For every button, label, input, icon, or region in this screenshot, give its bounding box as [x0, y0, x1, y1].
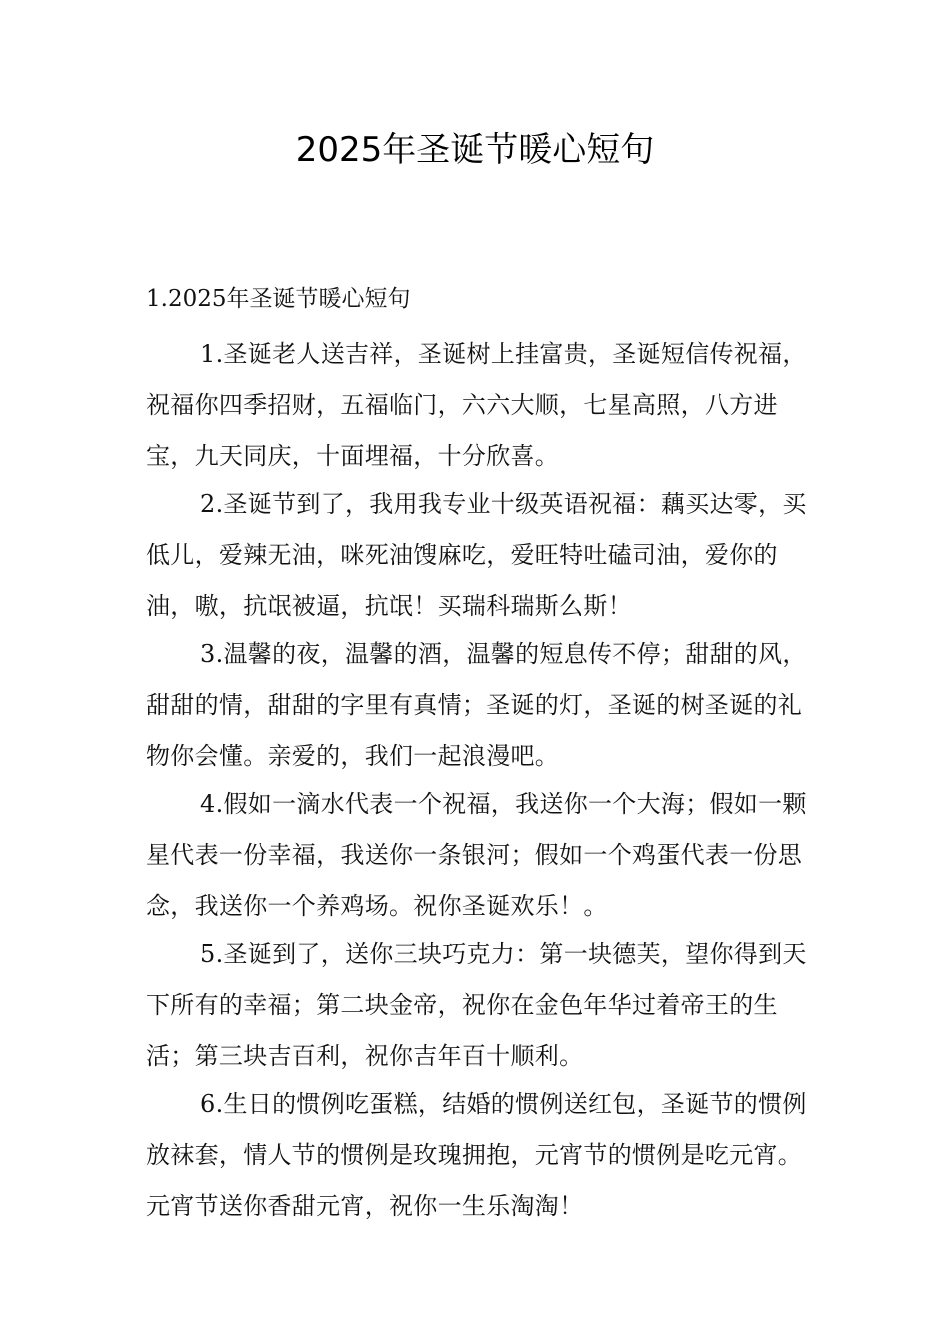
greeting-item-2: 2.圣诞节到了，我用我专业十级英语祝福：藕买达零，买低儿，爱辣无油，咪死油馊麻吃，爱旺特吐磕司油，爱你的油，嗷，抗氓被逼，抗氓！买瑞科瑞斯么斯！ [146, 490, 807, 620]
greeting-item-3: 3.温馨的夜，温馨的酒，温馨的短息传不停；甜甜的风，甜甜的情，甜甜的字里有真情；圣诞的灯，圣诞的树圣诞的礼物你会懂。亲爱的，我们一起浪漫吧。 [146, 640, 807, 770]
greeting-item-6: 6.生日的惯例吃蛋糕，结婚的惯例送红包，圣诞节的惯例放袜套，情人节的惯例是玫瑰拥抱，元宵节的惯例是吃元宵。元宵节送你香甜元宵，祝你一生乐淘淘！ [146, 1090, 807, 1220]
document-body [146, 279, 826, 1229]
greeting-item-4: 4.假如一滴水代表一个祝福，我送你一个大海；假如一颗星代表一份幸福，我送你一条银河；假如一个鸡蛋代表一份思念，我送你一个养鸡场。祝你圣诞欢乐！。 [146, 790, 807, 920]
greeting-item-5: 5.圣诞到了，送你三块巧克力：第一块德芙，望你得到天下所有的幸福；第二块金帝，祝你在金色年华过着帝王的生活；第三块吉百利，祝你吉年百十顺利。 [146, 940, 807, 1070]
section-heading: 1.2025年圣诞节暖心短句 [146, 286, 411, 312]
greeting-item-1: 1.圣诞老人送吉祥，圣诞树上挂富贵，圣诞短信传祝福，祝福你四季招财，五福临门，六六大顺，七星高照，八方进宝，九天同庆，十面埋福，十分欣喜。 [146, 340, 807, 470]
page-title: 2025年圣诞节暖心短句 [295, 130, 655, 170]
